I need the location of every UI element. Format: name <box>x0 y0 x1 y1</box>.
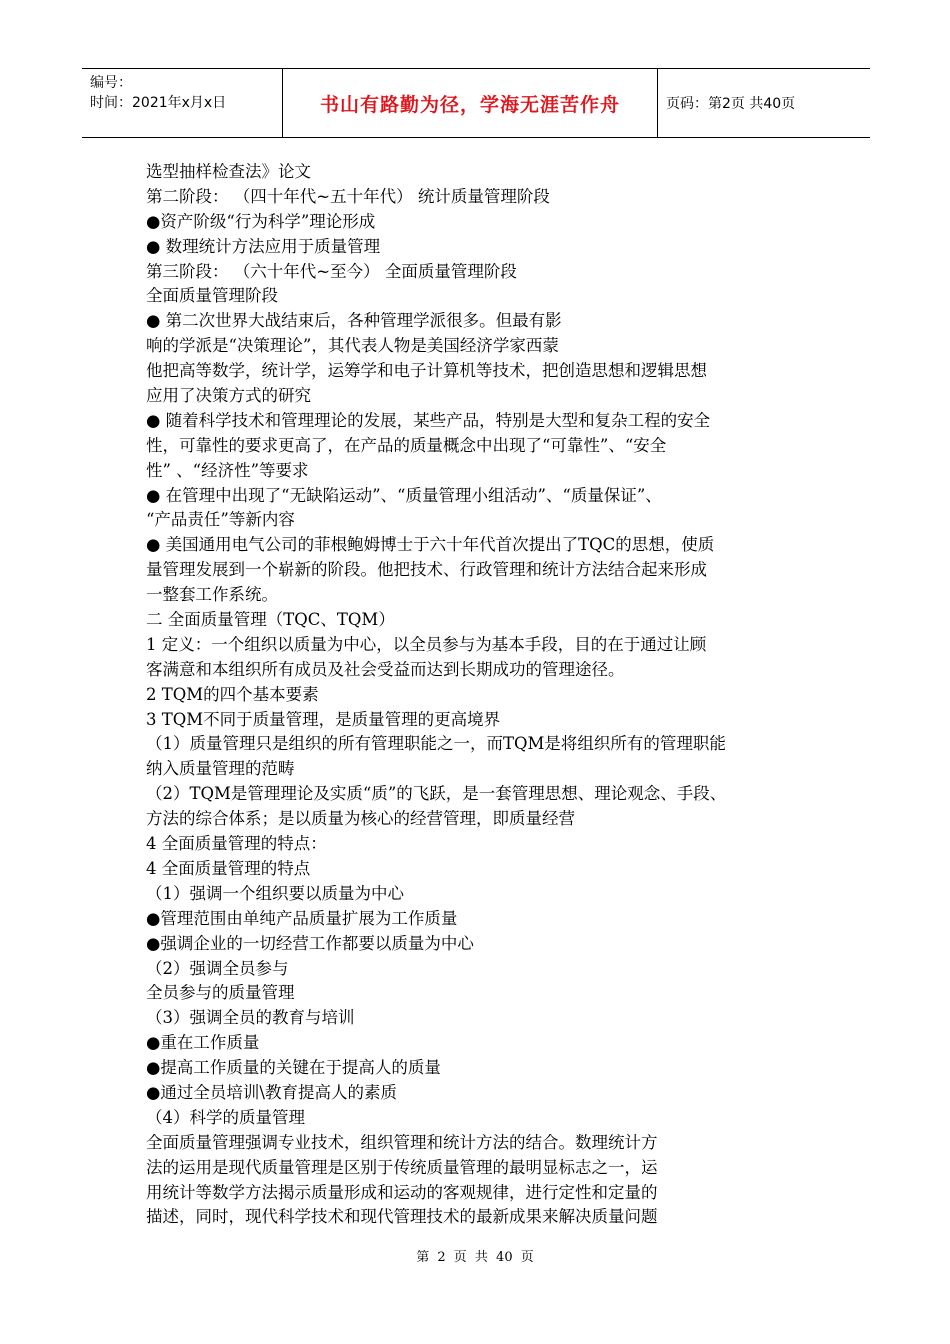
body-line: 选型抽样检查法》论文 <box>146 162 311 181</box>
body-line: 客满意和本组织所有成员及社会受益而达到长期成功的管理途径。 <box>146 659 625 679</box>
body-line: 全面质量管理强调专业技术，组织管理和统计方法的结合。数理统计方 <box>146 1132 658 1152</box>
body-line: 方法的综合体系；是以质量为核心的经营管理，即质量经营 <box>146 809 575 829</box>
document-body <box>146 160 816 1230</box>
body-line: 全面质量管理阶段 <box>146 286 278 306</box>
body-line: 4 全面质量管理的特点 <box>146 858 311 878</box>
body-line: 性，可靠性的要求更高了，在产品的质量概念中出现了“可靠性”、“安全 <box>146 435 667 455</box>
body-line: ●通过全员培训\教育提高人的素质 <box>146 1082 397 1102</box>
body-line: ● 数理统计方法应用于质量管理 <box>146 236 381 256</box>
body-line: 全员参与的质量管理 <box>146 983 295 1003</box>
body-line: 第三阶段： （六十年代~至今） 全面质量管理阶段 <box>146 261 517 281</box>
body-line: 描述，同时，现代科学技术和现代管理技术的最新成果来解决质量问题 <box>146 1207 658 1227</box>
page-header <box>82 68 870 138</box>
document-date-label: 时间：2021年x月x日 <box>90 95 227 111</box>
body-line: ● 随着科学技术和管理理论的发展，某些产品，特别是大型和复杂工程的安全 <box>146 410 711 430</box>
header-motto: 书山有路勤为径，学海无涯苦作舟 <box>282 69 658 137</box>
body-line: （1）强调一个组织要以质量为中心 <box>146 883 404 903</box>
body-line: “产品责任”等新内容 <box>146 510 295 530</box>
body-line: ● 第二次世界大战结束后，各种管理学派很多。但最有影 <box>146 311 562 331</box>
body-line: 一整套工作系统。 <box>146 585 278 605</box>
body-line: 他把高等数学，统计学，运筹学和电子计算机等技术，把创造思想和逻辑思想 <box>146 361 707 381</box>
body-line: 应用了决策方式的研究 <box>146 386 311 406</box>
body-line: （4）科学的质量管理 <box>146 1107 305 1127</box>
body-line: 二 全面质量管理（TQC、TQM） <box>146 610 395 630</box>
body-line: ●重在工作质量 <box>146 1033 260 1053</box>
page-footer: 第 2 页 共 40 页 <box>416 1250 534 1265</box>
body-line: 用统计等数学方法揭示质量形成和运动的客观规律，进行定性和定量的 <box>146 1182 658 1202</box>
body-line: 法的运用是现代质量管理是区别于传统质量管理的最明显标志之一，运 <box>146 1157 658 1177</box>
body-line: 量管理发展到一个崭新的阶段。他把技术、行政管理和统计方法结合起来形成 <box>146 560 707 580</box>
body-line: （3）强调全员的教育与培训 <box>146 1008 355 1028</box>
body-line: （2）强调全员参与 <box>146 958 289 978</box>
body-line: 1 定义：一个组织以质量为中心，以全员参与为基本手段，目的在于通过让顾 <box>146 634 707 654</box>
body-line: ● 在管理中出现了“无缺陷运动”、“质量管理小组活动”、“质量保证”、 <box>146 485 662 505</box>
body-line: 第二阶段： （四十年代~五十年代） 统计质量管理阶段 <box>146 186 550 206</box>
body-line: 3 TQM不同于质量管理，是质量管理的更高境界 <box>146 709 501 729</box>
header-page-info: 页码：第2页 共40页 <box>666 96 796 112</box>
body-line: 纳入质量管理的范畴 <box>146 759 295 779</box>
body-line: （1）质量管理只是组织的所有管理职能之一，而TQM是将组织所有的管理职能 <box>146 734 726 754</box>
body-line: ● 美国通用电气公司的菲根鲍姆博士于六十年代首次提出了TQC的思想，使质 <box>146 535 715 555</box>
body-line: （2）TQM是管理理论及实质“质”的飞跃，是一套管理思想、理论观念、手段、 <box>146 784 727 804</box>
body-line: ●管理范围由单纯产品质量扩展为工作质量 <box>146 908 458 928</box>
document-number-label: 编号： <box>90 75 132 91</box>
body-line: 4 全面质量管理的特点： <box>146 834 327 854</box>
body-line: ●提高工作质量的关键在于提高人的质量 <box>146 1058 441 1078</box>
body-line: ●资产阶级“行为科学”理论形成 <box>146 211 376 231</box>
body-line: 2 TQM的四个基本要素 <box>146 684 319 704</box>
body-line: 响的学派是“决策理论”，其代表人物是美国经济学家西蒙 <box>146 336 559 356</box>
body-line: 性” 、“经济性”等要求 <box>146 460 309 480</box>
header-meta <box>82 69 282 137</box>
body-line: ●强调企业的一切经营工作都要以质量为中心 <box>146 933 474 953</box>
